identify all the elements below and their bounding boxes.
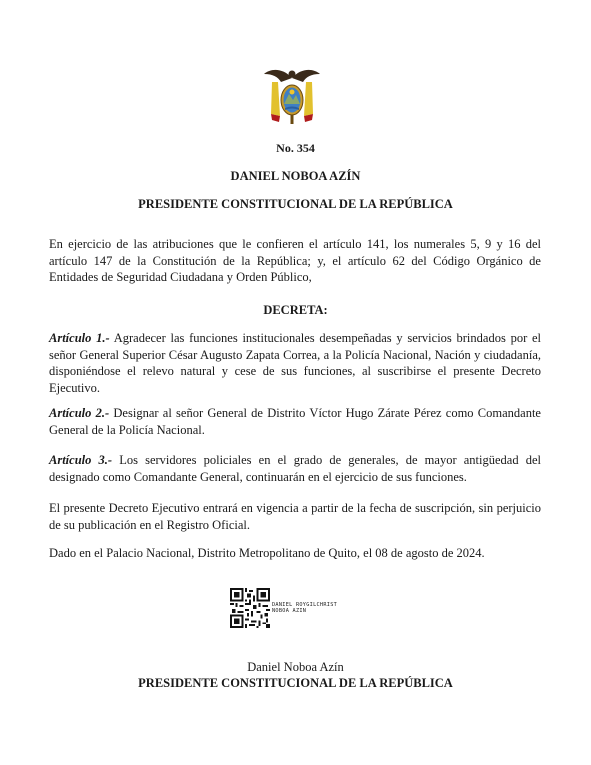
issuer-title: PRESIDENTE CONSTITUCIONAL DE LA REPÚBLICA [138,197,453,211]
article-1 [49,330,541,396]
signature-label [272,602,337,614]
issuer-name: DANIEL NOBOA AZÍN [230,169,361,183]
signer-name: Daniel Noboa Azín [247,660,344,674]
signature-line-1: DANIEL ROYGILCHRIST [272,602,338,608]
article-1-label: Artículo 1.- [49,331,110,345]
coat-of-arms-icon [263,64,321,128]
decree-number: No. 354 [276,141,315,155]
signer-title: PRESIDENTE CONSTITUCIONAL DE LA REPÚBLICA [138,676,453,690]
article-1-text: Agradecer las funciones institucionales desempeñadas y servicios brindados por el señor General Superior César Augusto Zapata Correa, a la Policía Nacional, Nación y ciudadanía, disponiéndose el relevo natural y cese de sus funciones, al suscribirse el presente Decreto Ejecutivo. [49,331,541,395]
article-2-text: Designar al señor General de Distrito Víctor Hugo Zárate Pérez como Comandante General de la Policía Nacional. [49,406,541,437]
article-3-text: Los servidores policiales en el grado de generales, de mayor antigüedad del designado como Comandante General, continuarán en el ejercicio de sus funciones. [49,453,541,484]
decreta-heading: DECRETA: [263,303,328,317]
article-2-label: Artículo 2.- [49,406,110,420]
preamble: En ejercicio de las atribuciones que le confieren el artículo 141, los numerales 5, 9 y 16 del artículo 147 de la Constitución de la República; y, el artículo 62 del Código Orgánico de Entidades de Seguridad Ciudadana y Orden Público, [49,237,541,284]
article-2 [49,405,541,438]
dado-paragraph: Dado en el Palacio Nacional, Distrito Metropolitano de Quito, el 08 de agosto de 2024. [49,546,485,560]
article-3 [49,452,541,485]
vigencia-paragraph: El presente Decreto Ejecutivo entrará en vigencia a partir de la fecha de suscripción, sin perjuicio de su publicación en el Registro Oficial. [49,501,541,532]
signature-line-2: NOBOA AZIN [272,608,307,614]
qr-code-icon[interactable] [230,588,270,628]
article-3-label: Artículo 3.- [49,453,113,467]
